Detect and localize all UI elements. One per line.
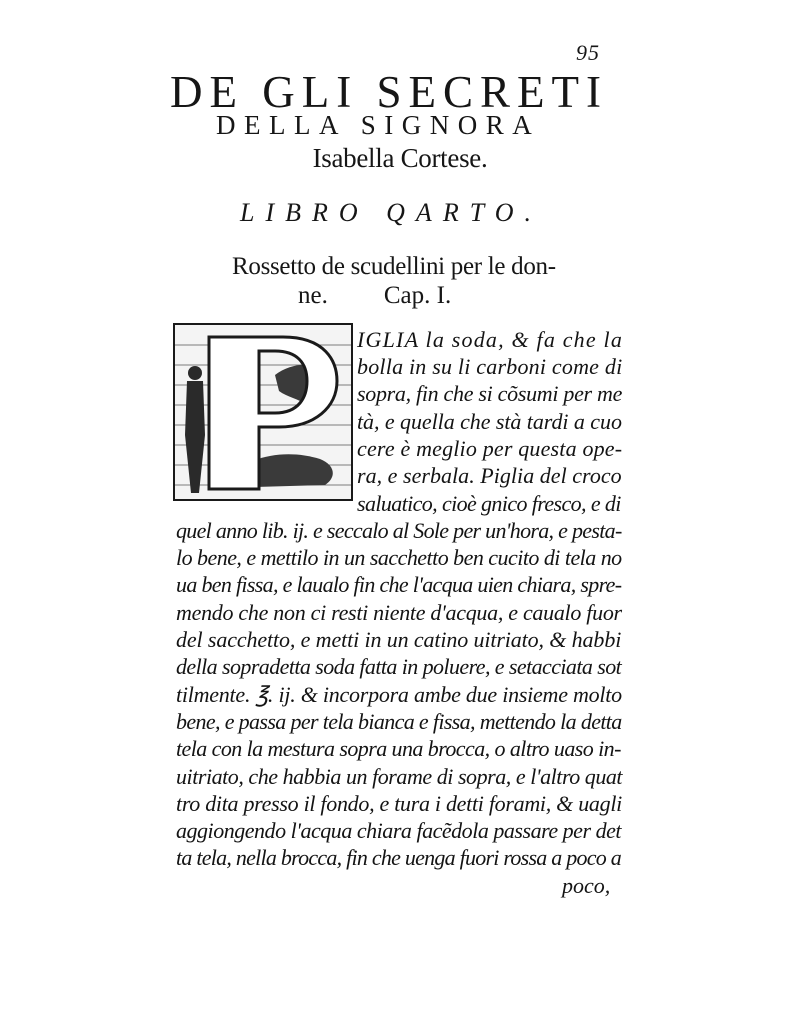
chapter-number: Cap. I. (383, 282, 452, 309)
body-line: tro dita presso il fondo, e tura i detti forami, & uagli (176, 791, 622, 816)
decorated-initial (173, 323, 353, 501)
initial-woodcut-image (175, 325, 351, 499)
figure-icon (185, 366, 205, 493)
body-line: aggiongendo l'acqua chiara facẽdola passare per det (176, 818, 622, 843)
body-line: ua ben fissa, e laualo fin che l'acqua uien chiara, spre- (176, 572, 622, 597)
body-line: sopra, fin che si cõsumi per me (357, 381, 623, 406)
author-name: Isabella Cortese. (312, 143, 488, 173)
body-line: mendo che non ci resti niente d'acqua, e caualo fuor (176, 600, 622, 625)
body-line: IGLIA la soda, & fa che la (357, 327, 624, 352)
catchword: poco, (562, 873, 611, 898)
body-line: del sacchetto, e metti in un catino uitriato, & habbi (176, 627, 622, 652)
page-title: DE GLI SECRETI (170, 67, 608, 117)
chapter-title-line2-text: ne. (298, 282, 328, 309)
body-line: quel anno lib. ij. e seccalo al Sole per un'hora, e pesta- (176, 518, 622, 543)
page-number: 95 (576, 40, 600, 65)
body-line: tilmente. ℥. ij. & incorpora ambe due insieme molto (176, 682, 622, 707)
chapter-title-line2 (298, 281, 451, 310)
body-line: ta tela, nella brocca, fin che uenga fuori rossa a poco a (176, 845, 622, 870)
body-line: cere è meglio per questa ope- (357, 436, 623, 461)
book-heading: LIBRO QARTO. (240, 198, 542, 227)
body-line: uitriato, che habbia un forame di sopra, e l'altro quat (176, 764, 623, 789)
body-line: ra, e serbala. Piglia del croco (357, 463, 622, 488)
body-line: della sopradetta soda fatta in poluere, e setacciata sot (176, 654, 622, 679)
body-line: saluatico, cioè gnico fresco, e di (357, 491, 621, 516)
body-line: tela con la mestura sopra una brocca, o altro uaso in- (176, 736, 621, 761)
subtitle: DELLA SIGNORA (216, 110, 541, 140)
body-line: lo bene, e mettilo in un sacchetto ben cucito di tela no (176, 545, 622, 570)
body-line: tà, e quella che stà tardi a cuo (357, 409, 622, 434)
chapter-title-line1: Rossetto de scudellini per le don- (232, 253, 556, 280)
body-line: bolla in su li carboni come di (357, 354, 623, 379)
body-line: bene, e passa per tela bianca e fissa, mettendo la detta (176, 709, 622, 734)
